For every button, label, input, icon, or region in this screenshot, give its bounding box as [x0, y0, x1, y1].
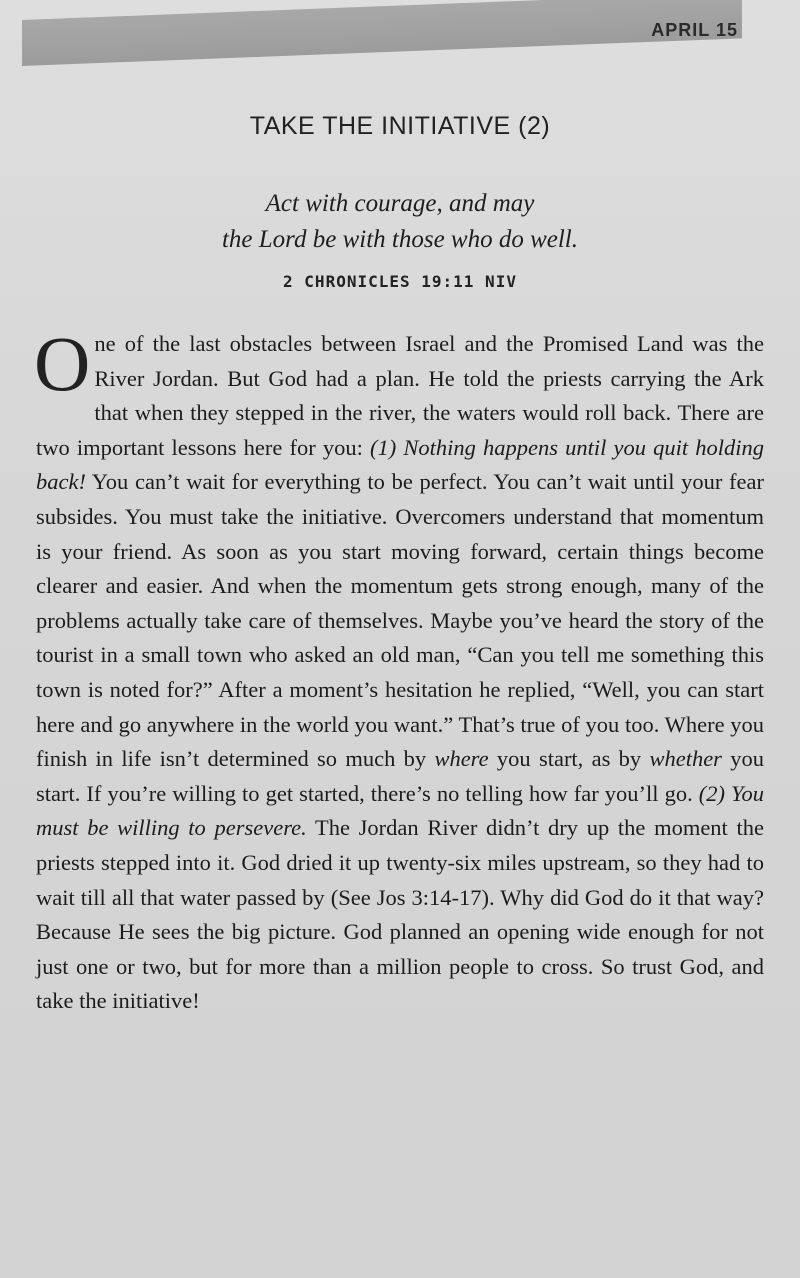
page-title: TAKE THE INITIATIVE (2) — [249, 112, 551, 140]
devotional-body — [34, 320, 765, 1019]
header-band — [22, 0, 742, 66]
verse-line-1: Act with courage, and may — [265, 190, 535, 217]
lesson-2-italic: (2) You must be willing to persevere. — [36, 780, 765, 841]
emphasis-whether: whether — [649, 746, 722, 772]
emphasis-where: where — [434, 746, 489, 772]
body-text-2: You can’t wait for everything to be perfect. You can’t wait until your fear subsides. You must take the initiative. Overcomers understand that momentum is your friend. As soon as you start moving forward, certain things become clearer and easier. And when the momentum gets strong enough, many of the problems actually take care of themselves. Maybe you’ve heard the story of the tourist in a small town who asked an old man, “Can you tell me something this town is noted for?” After a moment’s hesitation he replied, “Well, you can start here and go anywhere in the world you want.” That’s true of you too. Where you finish in life isn’t determined so much by — [36, 469, 764, 772]
body-text-3: you start, as by — [488, 746, 650, 772]
body-text-5: The Jordan River didn’t dry up the moment the priests stepped into it. God dried it up twenty-six miles upstream, so they had to wait till all that water passed by (See Jos 3:14-17). Why did God do it that way? Because He sees the big picture. God planned an opening wide enough for not just one or two, but for more than a million people to cross. So trust God, and take the initiative! — [36, 815, 764, 1014]
scripture-reference: 2 CHRONICLES 19:11 NIV — [283, 272, 517, 291]
scripture-verse — [0, 186, 800, 258]
body-text-4: you start. If you’re willing to get started, there’s no telling how far you’ll go. — [36, 746, 765, 806]
lesson-1-italic: (1) Nothing happens until you quit holding back! — [36, 434, 764, 495]
verse-line-2: the Lord be with those who do well. — [221, 226, 579, 253]
body-text-1: ne of the last obstacles between Israel and the Promised Land was the River Jordan. But God had a plan. He told the priests carrying the Ark that when they stepped in the river, the waters would roll back. There are two important lessons here for you: — [36, 331, 764, 460]
drop-cap: O — [34, 320, 91, 407]
date-label: APRIL 15 — [651, 20, 738, 40]
